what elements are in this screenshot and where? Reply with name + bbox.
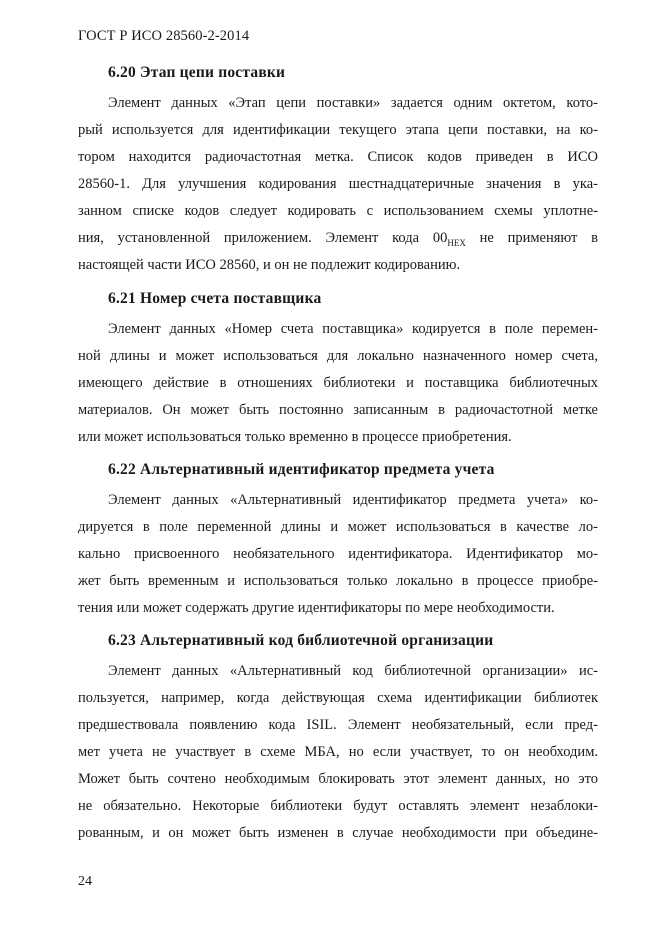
paragraph-line: ной длины и может использоваться для локально назначенного номер счета, [78, 348, 598, 364]
paragraph-line: не обязательно. Некоторые библиотеки будут оставлять элемент незаблоки- [78, 798, 598, 814]
paragraph-line: Элемент данных «Номер счета поставщика» кодируется в поле перемен- [108, 321, 598, 337]
paragraph-line: кально присвоенного необязательного идентификатора. Идентификатор мо- [78, 546, 598, 562]
paragraph-line: Элемент данных «Альтернативный идентификатор предмета учета» ко- [108, 492, 598, 508]
paragraph-line: материалов. Он может быть постоянно записанным в радиочастотной метке [78, 402, 598, 418]
page-number: 24 [78, 874, 92, 889]
hex-subscript: HEX [447, 237, 466, 248]
hex-line-after: не применяют в [465, 230, 598, 246]
paragraph-line: жет быть временным и использоваться только локально в процессе приобре- [78, 573, 598, 589]
paragraph-line: настоящей части ИСО 28560, и он не подлежит кодированию. [78, 257, 461, 273]
section-heading-6-22: 6.22 Альтернативный идентификатор предмета учета [108, 461, 495, 478]
section-heading-6-21: 6.21 Номер счета поставщика [108, 290, 322, 307]
paragraph-line: Элемент данных «Этап цепи поставки» задается одним октетом, кото- [108, 95, 598, 111]
paragraph-line: мет учета не участвует в схеме МБА, но если участвует, то он необходим. [78, 744, 598, 760]
paragraph-line: предшествовала появлению кода ISIL. Элемент необязательный, если пред- [78, 717, 598, 733]
paragraph-line: занном списке кодов следует кодировать с использованием схемы уплотне- [78, 203, 598, 219]
paragraph-line-hex [78, 228, 598, 248]
document-header: ГОСТ Р ИСО 28560-2-2014 [78, 28, 250, 44]
paragraph-line: рый используется для идентификации текущего этапа цепи поставки, на ко- [78, 122, 598, 138]
paragraph-line: Может быть сочтено необходимым блокировать этот элемент данных, но это [78, 771, 598, 787]
paragraph-line: Элемент данных «Альтернативный код библиотечной организации» ис- [108, 663, 598, 679]
paragraph-line: тором находится радиочастотная метка. Список кодов приведен в ИСО [78, 149, 598, 165]
paragraph-line: 28560-1. Для улучшения кодирования шестнадцатеричные значения в ука- [78, 176, 598, 192]
paragraph-line: имеющего действие в отношениях библиотеки и поставщика библиотечных [78, 375, 598, 391]
paragraph-line: или может использоваться только временно в процессе приобретения. [78, 429, 512, 445]
paragraph-line: рованным, и он может быть изменен в случае необходимости при объедине- [78, 825, 598, 841]
section-heading-6-23: 6.23 Альтернативный код библиотечной организации [108, 632, 494, 649]
paragraph-line: дируется в поле переменной длины и может использоваться в качестве ло- [78, 519, 598, 535]
paragraph-line: тения или может содержать другие идентификаторы по мере необходимости. [78, 600, 555, 616]
paragraph-line: пользуется, например, когда действующая схема идентификации библиотек [78, 690, 598, 706]
section-heading-6-20: 6.20 Этап цепи поставки [108, 64, 286, 81]
hex-line-before: ния, установленной приложением. Элемент кода 00 [78, 230, 448, 246]
